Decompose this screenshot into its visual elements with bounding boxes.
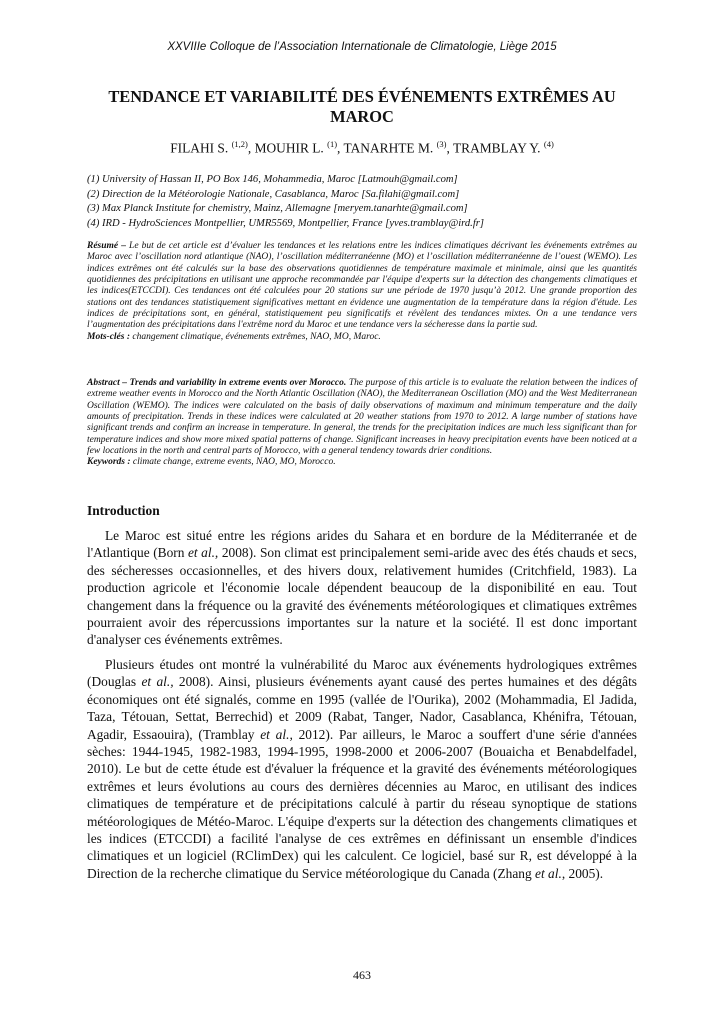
text-run-italic: et al. [535, 865, 562, 881]
section-heading: Introduction [87, 503, 160, 518]
intro-paragraph-2 [87, 656, 637, 882]
intro-paragraph-1 [87, 527, 637, 649]
affiliation-item: (4) IRD - HydroSciences Montpellier, UMR5569, Montpellier, France [yves.tramblay@ird.fr] [87, 217, 485, 229]
author-separator: , [446, 140, 453, 156]
abstract-label: Abstract – Trends and variability in extreme events over Morocco. [87, 378, 347, 388]
resume-text: Le but de cet article est d’évaluer les tendances et les relations entre les indices climatiques décrivant les événements extrêmes au Maroc avec l’oscillation nord atlantique (NAO), l’oscillation méditerranéenne (MO) et l’oscillation méditerranéenne de l’ouest (WEMO). Les indices extrêmes ont été calculés sur la base des observations quotidiennes de température maximale et minimale, ainsi que les quantités quotidiennes des précipitations en utilisant une approche recommandée par l'équipe d'experts sur la détection des changements climatiques et les indices(ETCCDI). Ces tendances ont été calculées pour 20 stations sur une période de 1970 jusqu’à 2012. Une grande proportion des stations ont des tendances statistiquement significatives mettant en évidence une augmentation de la température dans la région d'étude. Les indices de précipitations sont, en général, statistiquement peu significatifs et révèlent des tendances mixtes. On a une tendance vers l’augmentation des précipitations dans l'extrême nord du Maroc et une tendance vers la sécheresse dans la partie sud. [87, 241, 638, 331]
author-affil-mark: (1,2) [231, 139, 248, 149]
author-name: TRAMBLAY Y. [452, 140, 541, 156]
affiliation-item: (1) University of Hassan II, PO Box 146, Mohammedia, Maroc [Latmouh@gmail.com] [87, 174, 458, 185]
abstract-block [87, 378, 637, 469]
text-run: 2008). Ainsi, plusieurs événements ayant causé des pertes humaines et des dégâts économiques ont été signalés, comme en 1995 (vallée de l'Ourika), 2002 (Mohammadia, El Jadida, Taza, Tétouan, Settat, Berrechid) et 2009 (Rabat, Tanger, Nador, Casablanca, Khénifra, Tétouan, Agadir, Essaouira), (Tramblay [87, 674, 637, 742]
affiliation-item: (3) Max Planck Institute for chemistry, Mainz, Allemagne [meryem.tanarhte@gmail.com] [87, 203, 468, 215]
text-run: Plusieurs études ont montré la vulnérabilité du Maroc aux événements hydrologiques extrêmes (Douglas [87, 657, 637, 690]
text-run: , 2005). [561, 865, 604, 881]
text-run-italic: et al., [260, 726, 293, 742]
author-affil-mark: (1) [327, 139, 338, 149]
resume-label: Résumé – [87, 241, 126, 251]
author-affil-mark: (4) [543, 139, 554, 149]
affiliation-item: (2) Direction de la Météorologie Nationale, Casablanca, Maroc [Sa.filahi@gmail.com] [87, 188, 460, 200]
page-number: 463 [353, 968, 371, 982]
text-run: 2008). Son climat est principalement semi-aride avec des étés chauds et secs, des sécheresses occasionnelles, et des hivers doux, relativement humides (Critchfield, 1983). La production agricole et l'économie locale dépendent beaucoup de la disponibilité en eau. Tout changement dans la fréquence ou la gravité des événements météorologiques et climatiques extrêmes pourraient avoir des répercussions importantes sur la nature et la société. Il est donc important d'analyser ces événements extrêmes. [87, 545, 637, 648]
keywords-text: changement climatique, événements extrêmes, NAO, MO, Maroc. [130, 331, 381, 342]
text-run-italic: et al., [187, 545, 219, 561]
text-run: 2012). Par ailleurs, le Maroc a souffert d'une série d'années sèches: 1944-1945, 1982-1983, 1994-1995, 1998-2000 et 2006-2007 (Bouaicha et Benabdelfadel, 2010). Le but de cette étude est d'évaluer la fréquence et la gravité des événements météorologiques extrêmes et leurs évolutions au cours des dernières décennies au Maroc, en utilisant des indices climatiques de température et de précipitations calculé à partir du réseau synoptique de stations météorologiques de Météo-Maroc. L'équipe d'experts sur la détection des changements climatiques et les indices (ETCCDI) a facilité l'analyse de ces extrêmes en définissant un ensemble d'indices climatiques et un logiciel (RClimDex) qui les calculent. Ce logiciel, basé sur R, est développé à la Direction de la recherche climatique du Service météorologique du Canada (Zhang [87, 726, 637, 881]
keywords-text: climate change, extreme events, NAO, MO, Morocco. [130, 457, 336, 468]
text-run: Le Maroc est situé entre les régions arides du Sahara et en bordure de la Méditerranée et de l'Atlantique (Born [87, 528, 637, 561]
author-affil-mark: (3) [436, 139, 447, 149]
keywords-label: Mots-clés : [87, 331, 131, 342]
author-name: TANARHTE M. [343, 140, 434, 156]
text-run-italic: et al., [141, 674, 174, 690]
paper-title: TENDANCE ET VARIABILITÉ DES ÉVÉNEMENTS EXTRÊMES AU MAROC [108, 87, 616, 126]
keywords-label: Keywords : [87, 457, 131, 468]
abstract-keywords [87, 457, 637, 468]
author-list [0, 139, 724, 156]
resume-keywords [87, 332, 637, 343]
abstract-text: The purpose of this article is to evaluate the relation between the indices of extreme weather events in Morocco and the North Atlantic Oscillation (NAO), the Mediterranean Oscillation (MO) and the West Mediterranean Oscillation (WEMO). The indices were calculated on the basis of daily observations of maximum and minimum temperature and the daily amounts of precipitation. Trends in these indices were calculated at 20 weather stations from 1970 to 2012. A large number of stations have significant trends and confirm an increase in temperature. In general, the trends for the precipitation indices are much less significant than for temperature indices and show more mixed spatial patterns of change. Significant increases in heavy precipitation events have been noticed at a few locations in the north and central parts of Morocco, with a general tendency towards drier conditions. [87, 378, 637, 457]
author-name: MOUHIR L. [254, 140, 324, 156]
author-name: FILAHI S. [170, 140, 229, 156]
author-separator: , [247, 140, 255, 156]
affiliation-list [87, 173, 647, 231]
author-separator: , [337, 140, 344, 156]
resume-block [87, 241, 637, 343]
running-header: XXVIIIe Colloque de l’Association Internationale de Climatologie, Liège 2015 [167, 41, 557, 53]
